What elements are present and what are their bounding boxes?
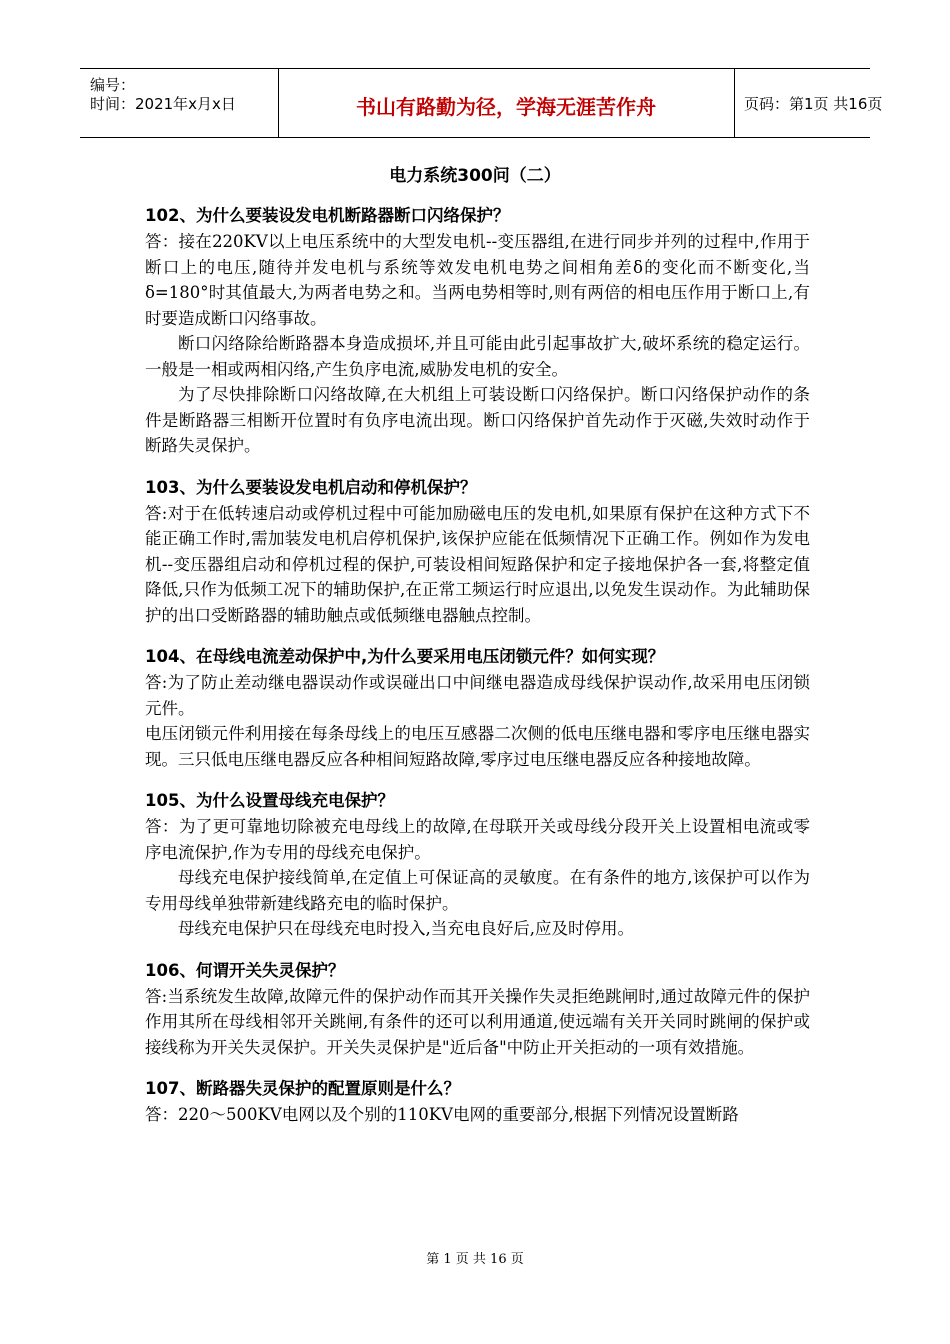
answer-paragraph: 答：为了更可靠地切除被充电母线上的故障,在母联开关或母线分段开关上设置相电流或零序电流保护,作为专用的母线充电保护。	[145, 817, 810, 862]
qa-section	[145, 958, 810, 1061]
section-gap	[145, 459, 810, 475]
qa-section	[145, 788, 810, 942]
document-title: 电力系统300问（二）	[389, 166, 561, 186]
question-heading: 107、断路器失灵保护的配置原则是什么？	[145, 1079, 460, 1098]
page-header	[80, 68, 883, 138]
qa-section	[145, 475, 810, 629]
section-gap	[145, 942, 810, 958]
answer-paragraph: 电压闭锁元件利用接在每条母线上的电压互感器二次侧的低电压继电器和零序电压继电器实现。三只低电压继电器反应各种相间短路故障,零序过电压继电器反应各种接地故障。	[145, 724, 810, 769]
question-heading: 104、在母线电流差动保护中,为什么要采用电压闭锁元件？如何实现？	[145, 647, 665, 666]
qa-section	[145, 1076, 810, 1128]
answer-paragraph: 母线充电保护只在母线充电时投入,当充电良好后,应及时停用。	[178, 919, 634, 938]
qa-section	[145, 644, 810, 772]
section-gap	[145, 772, 810, 788]
answer-paragraph: 答：接在220KV以上电压系统中的大型发电机--变压器组,在进行同步并列的过程中,作用于断口上的电压,随待并发电机与系统等效发电机电势之间相角差δ的变化而不断变化,当δ=180°时其值最大,为两者电势之和。当两电势相等时,则有两倍的相电压作用于断口上,有时要造成断口闪络事故。	[145, 232, 810, 328]
section-gap	[145, 1060, 810, 1076]
question-heading: 103、为什么要装设发电机启动和停机保护？	[145, 477, 477, 497]
section-gap	[145, 628, 810, 644]
document-time-label: 时间：2021年x月x日	[90, 95, 236, 113]
answer-paragraph: 断口闪络除给断路器本身造成损坏,并且可能由此引起事故扩大,破坏系统的稳定运行。一般是一相或两相闪络,产生负序电流,威胁发电机的安全。	[145, 334, 810, 379]
header-middle-cell	[278, 69, 735, 137]
header-motto: 书山有路勤为径，学海无涯苦作舟	[356, 95, 656, 119]
document-number-label: 编号：	[90, 76, 136, 94]
page-footer: 第 1 页 共 16 页	[426, 1252, 524, 1267]
answer-paragraph: 答:为了防止差动继电器误动作或误碰出口中间继电器造成母线保护误动作,故采用电压闭锁元件。	[145, 673, 810, 718]
answer-paragraph: 为了尽快排除断口闪络故障,在大机组上可装设断口闪络保护。断口闪络保护动作的条件是断路器三相断开位置时有负序电流出现。断口闪络保护首先动作于灭磁,失效时动作于断路失灵保护。	[145, 385, 810, 455]
header-page-info: 页码：第1页 共16页	[744, 95, 883, 113]
document-body	[145, 203, 810, 1128]
answer-paragraph: 答：220～500KV电网以及个别的110KV电网的重要部分,根据下列情况设置断路	[145, 1105, 739, 1124]
question-heading: 105、为什么设置母线充电保护？	[145, 791, 394, 810]
question-heading: 102、为什么要装设发电机断路器断口闪络保护？	[145, 206, 510, 225]
header-right-cell	[734, 69, 883, 137]
answer-paragraph: 答:对于在低转速启动或停机过程中可能加励磁电压的发电机,如果原有保护在这种方式下不能正确工作时,需加装发电机启停机保护,该保护应能在低频情况下正确工作。例如作为发电机--变压器组启动和停机过程的保护,可装设相间短路保护和定子接地保护各一套,将整定值降低,只作为低频工况下的辅助保护,在正常工频运行时应退出,以免发生误动作。为此辅助保护的出口受断路器的辅助触点或低频继电器触点控制。	[145, 503, 810, 625]
header-left-cell	[80, 69, 279, 137]
qa-section	[145, 203, 810, 459]
question-heading: 106、何谓开关失灵保护？	[145, 960, 345, 980]
answer-paragraph: 答:当系统发生故障,故障元件的保护动作而其开关操作失灵拒绝跳闸时,通过故障元件的保护作用其所在母线相邻开关跳闸,有条件的还可以利用通道,使远端有关开关同时跳闸的保护或接线称为开关失灵保护。开关失灵保护是"近后备"中防止开关拒动的一项有效措施。	[145, 986, 810, 1057]
answer-paragraph: 母线充电保护接线简单,在定值上可保证高的灵敏度。在有条件的地方,该保护可以作为专用母线单独带新建线路充电的临时保护。	[145, 868, 810, 913]
